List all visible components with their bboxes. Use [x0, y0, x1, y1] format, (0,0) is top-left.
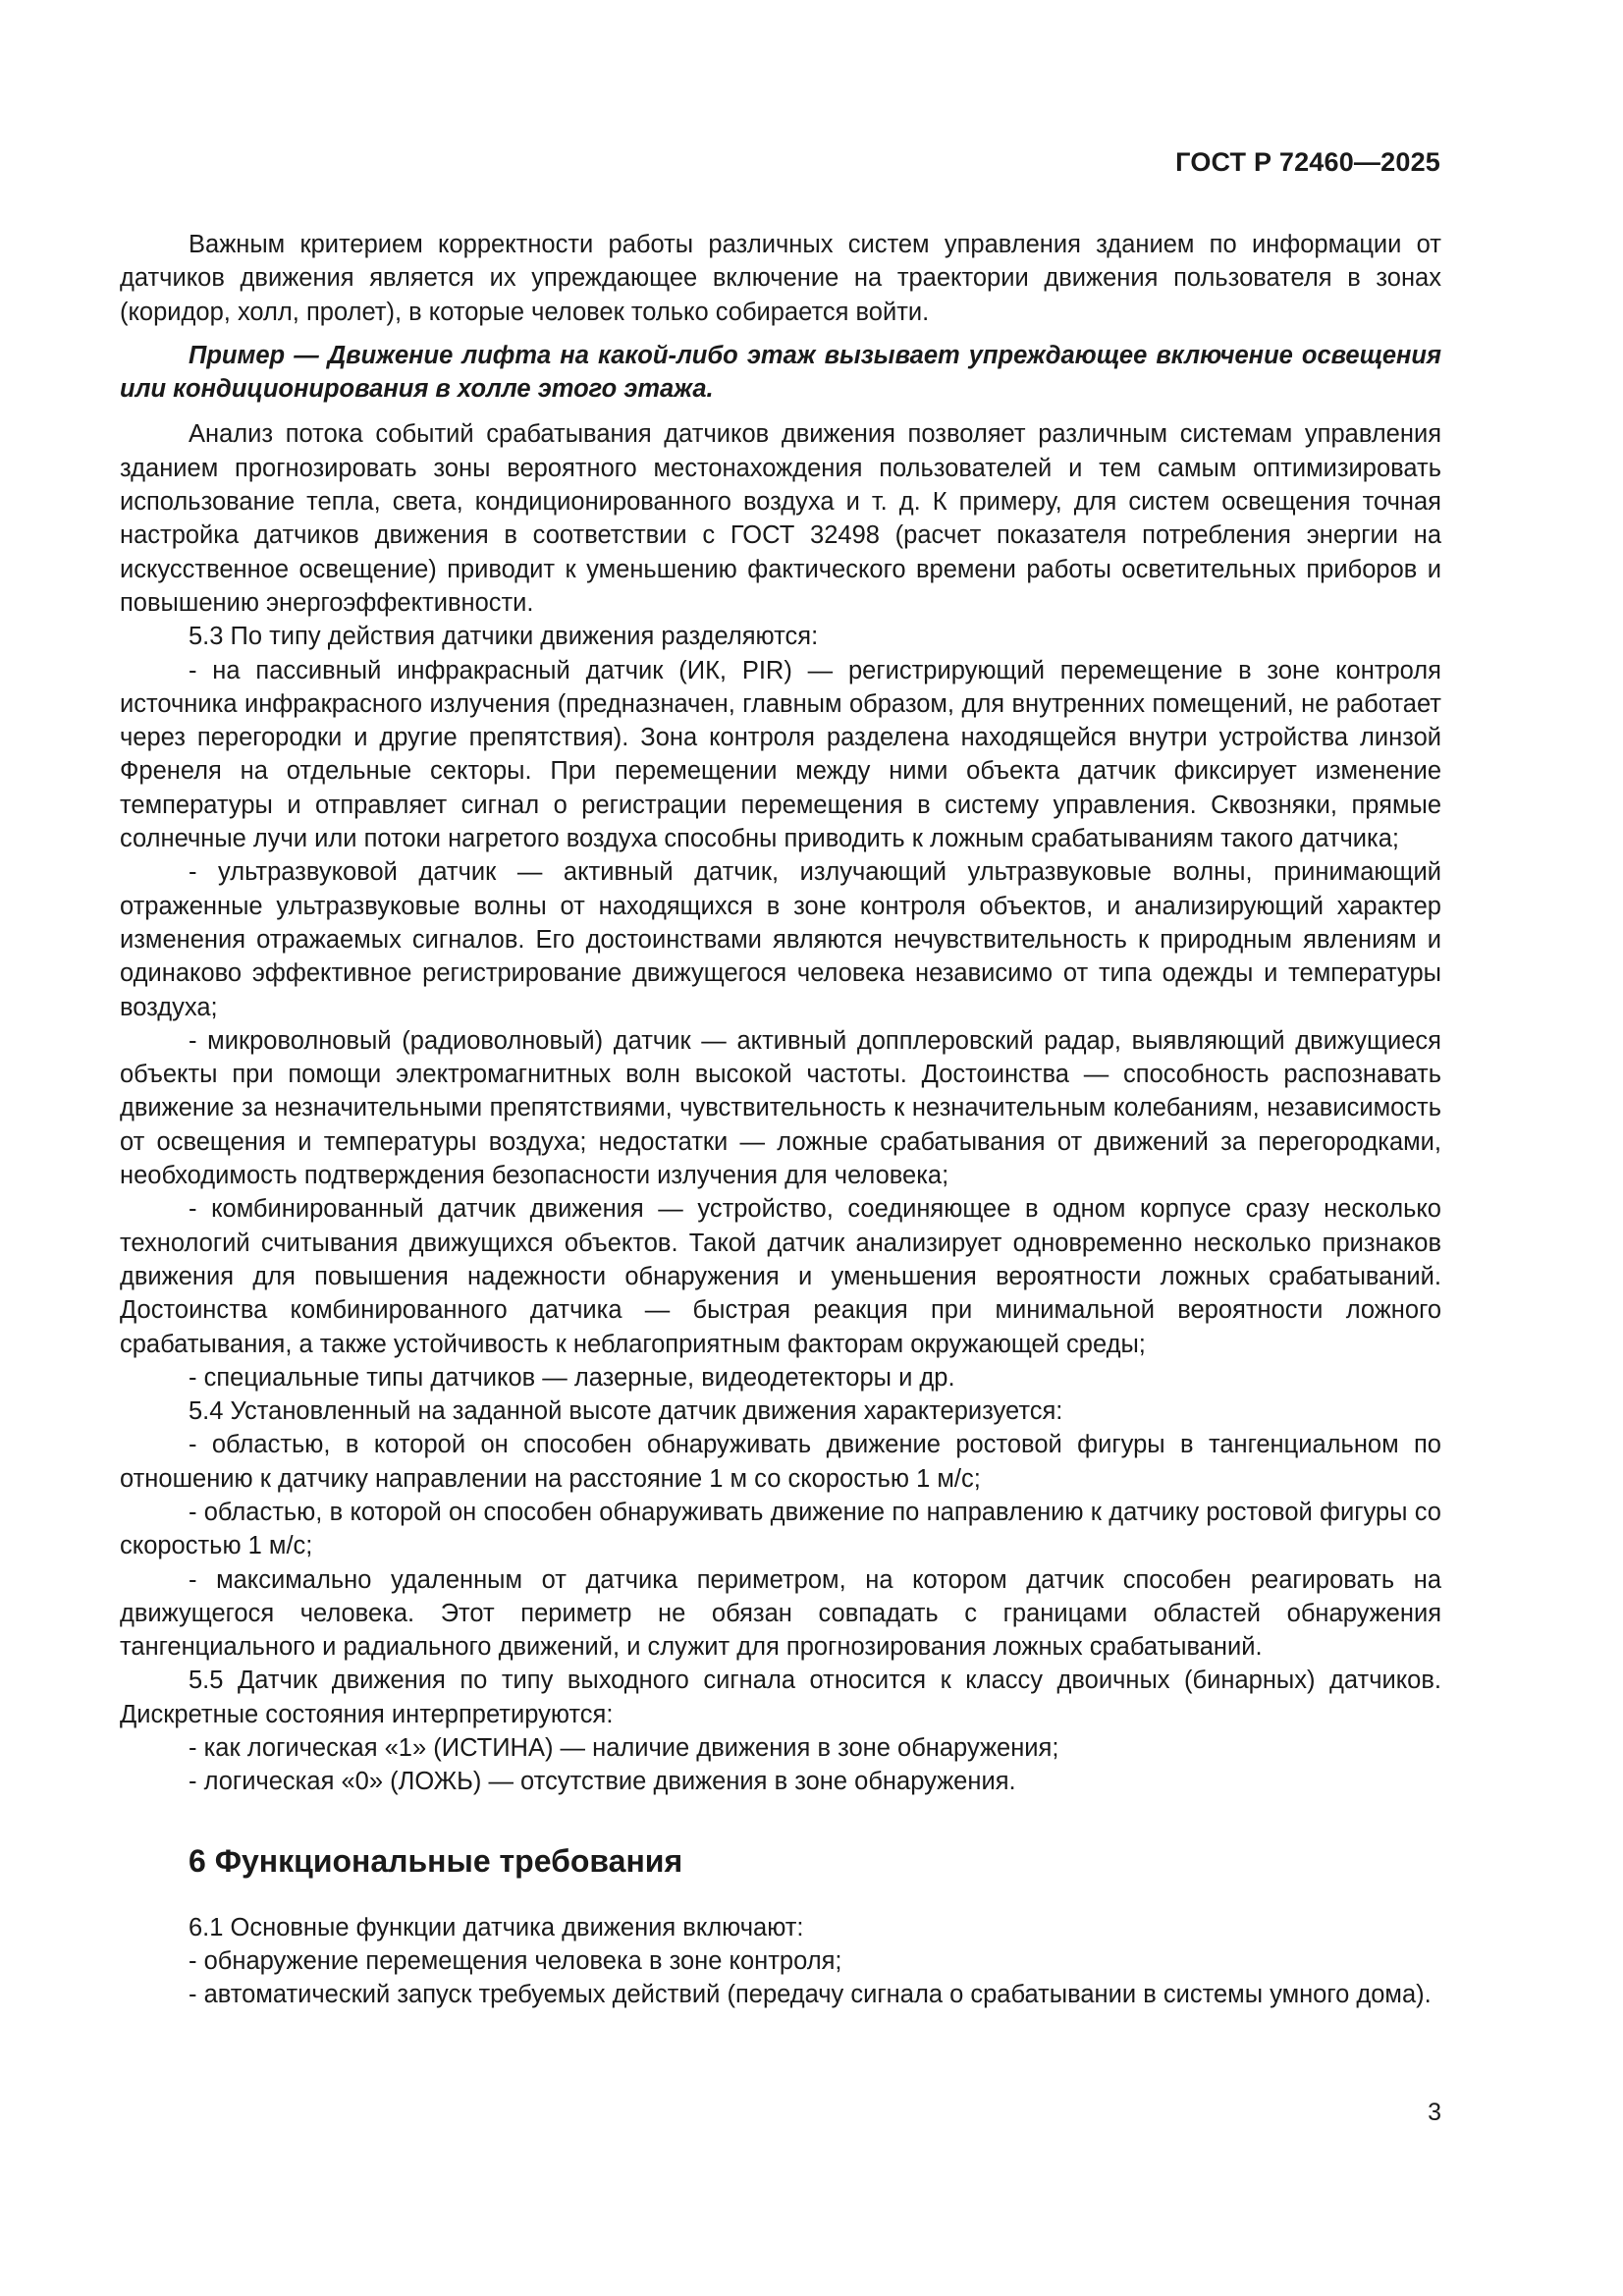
list-item: - автоматический запуск требуемых действий (передачу сигнала о срабатывании в системы умного дома).	[189, 1981, 1432, 2009]
document-code-header: ГОСТ Р 72460—2025	[1175, 147, 1440, 177]
clause-5-3: 5.3 По типу действия датчики движения разделяются:	[189, 623, 819, 651]
list-item: - обнаружение перемещения человека в зоне контроля;	[189, 1946, 842, 1975]
clause-5-4: 5.4 Установленный на заданной высоте датчик движения характеризуется:	[189, 1397, 1063, 1426]
clause-6-1: 6.1 Основные функции датчика движения включают:	[189, 1913, 804, 1941]
list-item: - комбинированный датчик движения — устройство, соединяющее в одном корпусе сразу несколько технологий считывания движущихся объектов. Такой датчик анализирует одновременно несколько признаков движения для повышения надежности обнаружения и уменьшения вероятности ложных срабатываний. Достоинства комбинированного датчика — быстрая реакция при минимальной вероятности ложного срабатывания, а также устойчивость к неблагоприятным факторам окружающей среды;	[120, 1195, 1441, 1358]
page-body	[120, 228, 1441, 2012]
list-item: - областью, в которой он способен обнаруживать движение по направлению к датчику ростовой фигуры со скоростью 1 м/с;	[120, 1498, 1441, 1560]
list-item: - максимально удаленным от датчика периметром, на котором датчик способен реагировать на движущегося человека. Этот периметр не обязан совпадать с границами областей обнаружения тангенциального и радиального движений, и служит для прогнозирования ложных срабатываний.	[120, 1565, 1441, 1662]
list-item: - как логическая «1» (ИСТИНА) — наличие движения в зоне обнаружения;	[189, 1734, 1059, 1763]
list-item: - на пассивный инфракрасный датчик (ИК, PIR) — регистрирующий перемещение в зоне контроля источника инфракрасного излучения (предназначен, главным образом, для внутренних помещений, не работает через перегородки и другие препятствия). Зона контроля разделена находящейся внутри устройства линзой Френеля на отдельные секторы. При перемещении между ними объекта датчик фиксирует изменение температуры и отправляет сигнал о регистрации перемещения в систему управления. Сквозняки, прямые солнечные лучи или потоки нагретого воздуха способны приводить к ложным срабатываниям такого датчика;	[120, 656, 1441, 853]
list-item: - ультразвуковой датчик — активный датчик, излучающий ультразвуковые волны, принимающий отраженные ультразвуковые волны от находящихся в зоне контроля объектов, и анализирующий характер изменения отражаемых сигналов. Его достоинствами являются нечувствительность к природным явлениям и одинаково эффективное регистрирование движущегося человека независимо от типа одежды и температуры воздуха;	[120, 858, 1441, 1021]
list-item: - микроволновый (радиоволновый) датчик — активный допплеровский радар, выявляющий движущиеся объекты при помощи электромагнитных волн высокой частоты. Достоинства — способность распознавать движение за незначительными препятствиями, чувствительность к незначительным колебаниям, независимость от освещения и температуры воздуха; недостатки — ложные срабатывания от движений за перегородками, необходимость подтверждения безопасности излучения для человека;	[120, 1026, 1441, 1190]
clause-5-5: 5.5 Датчик движения по типу выходного сигнала относится к классу двоичных (бинарных) датчиков. Дискретные состояния интерпретируются:	[120, 1667, 1441, 1728]
paragraph: Анализ потока событий срабатывания датчиков движения позволяет различным системам управления зданием прогнозировать зоны вероятного местонахождения пользователей и тем самым оптимизировать использование тепла, света, кондиционированного воздуха и т. д. К примеру, для систем освещения точная настройка датчиков движения в соответствии с ГОСТ 32498 (расчет показателя потребления энергии на искусственное освещение) приводит к уменьшению фактического времени работы осветительных приборов и повышению энергоэффективности.	[120, 420, 1441, 617]
page-number: 3	[1428, 2099, 1441, 2126]
list-item: - областью, в которой он способен обнаруживать движение ростовой фигуры в тангенциальном по отношению к датчику направлении на расстояние 1 м со скоростью 1 м/с;	[120, 1431, 1441, 1493]
example-note: Пример — Движение лифта на какой-либо этаж вызывает упреждающее включение освещения или кондиционирования в холле этого этажа.	[120, 341, 1441, 404]
section-heading: 6 Функциональные требования	[189, 1842, 683, 1879]
list-item: - логическая «0» (ЛОЖЬ) — отсутствие движения в зоне обнаружения.	[189, 1768, 1016, 1796]
paragraph: Важным критерием корректности работы различных систем управления зданием по информации от датчиков движения является их упреждающее включение на траектории движения пользователя в зонах (коридор, холл, пролет), в которые человек только собирается войти.	[120, 231, 1441, 326]
list-item: - специальные типы датчиков — лазерные, видеодетекторы и др.	[189, 1363, 955, 1392]
